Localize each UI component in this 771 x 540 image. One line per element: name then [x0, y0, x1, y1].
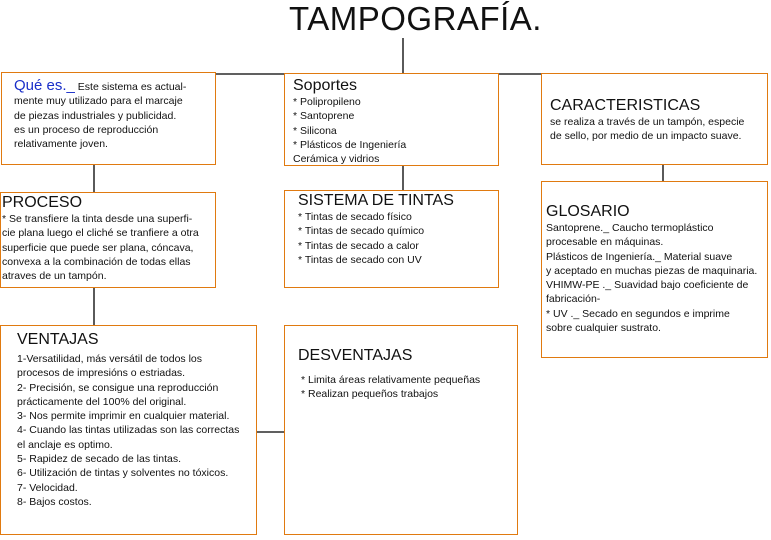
ventaja-item: 8- Bajos costos.: [17, 495, 92, 508]
sistema-tintas-box: [284, 190, 499, 288]
ventaja-item: 5- Rapidez de secado de las tintas.: [17, 453, 182, 466]
que-es-box: [1, 72, 216, 165]
ventaja-item: 6- Utilización de tintas y solventes no tóxicos.: [17, 467, 229, 480]
desventajas-heading: DESVENTAJAS: [298, 347, 413, 364]
ventaja-item: 1-Versatilidad, más versátil de todos los procesos de impresións o estriadas.: [17, 353, 203, 380]
glosario-heading: GLOSARIO: [546, 203, 630, 220]
ventaja-item: 2- Precisión, se consigue una reproducción prácticamente del 100% del original.: [17, 381, 219, 408]
que-es-text-rest: mente muy utilizado para el marcaje de piezas industriales y publicidad. es un proceso de reproducción relativamente joven.: [14, 95, 183, 151]
caracteristicas-heading: CARACTERISTICAS: [550, 97, 701, 114]
soportes-item: * Santoprene: [293, 110, 355, 123]
glosario-text: Santoprene._ Caucho termoplástico procesable en máquinas. Plásticos de Ingeniería._ Material suave y aceptado en muchas piezas de maquinaria. VHIMW-PE ._ Suavidad bajo coeficiente de fabricación- * UV ._ Secado en segundos e imprime sobre cualquier sustrato.: [546, 222, 758, 335]
proceso-heading: PROCESO: [2, 194, 83, 211]
soportes-item: * Plásticos de Ingeniería: [293, 138, 407, 151]
proceso-box: [0, 192, 216, 288]
ventaja-item: 7- Velocidad.: [17, 481, 78, 494]
soportes-item: * Polipropileno: [293, 96, 361, 108]
tinta-item: * Tintas de secado con UV: [298, 253, 422, 266]
proceso-text: * Se transfiere la tinta desde una superfi- cie plana luego el cliché se tranfiere a otra superficie que puede ser plana, cóncava, convexa a la combinación de todas ellas atraves de un tampón.: [2, 213, 199, 283]
ventaja-item: 3- Nos permite imprimir en cualquier material.: [17, 410, 230, 423]
que-es-text-first: Este sistema es actual-: [74, 81, 187, 93]
tinta-item: * Tintas de secado químico: [298, 225, 425, 238]
ventaja-item: 4- Cuando las tintas utilizadas son las correctas el anclaje es optimo.: [17, 424, 240, 451]
page-title: TAMPOGRAFÍA.: [289, 0, 542, 37]
soportes-heading: Soportes: [293, 77, 358, 94]
tinta-item: * Tintas de secado a calor: [298, 239, 419, 252]
soportes-item: Cerámica y vidrios: [293, 153, 380, 166]
caracteristicas-text: se realiza a través de un tampón, especie de sello, por medio de un impacto suave.: [550, 116, 745, 143]
que-es-heading: Qué es._: [14, 77, 75, 94]
desventaja-item: * Limita áreas relativamente pequeñas: [301, 374, 481, 386]
desventajas-list: [298, 373, 511, 402]
sistema-tintas-heading: SISTEMA DE TINTAS: [298, 192, 454, 209]
desventaja-item: * Realizan pequeños trabajos: [301, 388, 439, 401]
soportes-box: [284, 73, 499, 166]
que-es-text: [14, 79, 207, 151]
caracteristicas-box: [541, 73, 768, 165]
soportes-list: [293, 95, 490, 166]
soportes-item: * Silicona: [293, 124, 337, 137]
sistema-tintas-list: [298, 210, 490, 267]
desventajas-box: [284, 325, 518, 535]
ventajas-list: [17, 352, 250, 509]
tinta-item: * Tintas de secado físico: [298, 211, 412, 223]
glosario-box: [541, 181, 768, 358]
ventajas-box: [0, 325, 257, 535]
ventajas-heading: VENTAJAS: [17, 331, 99, 348]
